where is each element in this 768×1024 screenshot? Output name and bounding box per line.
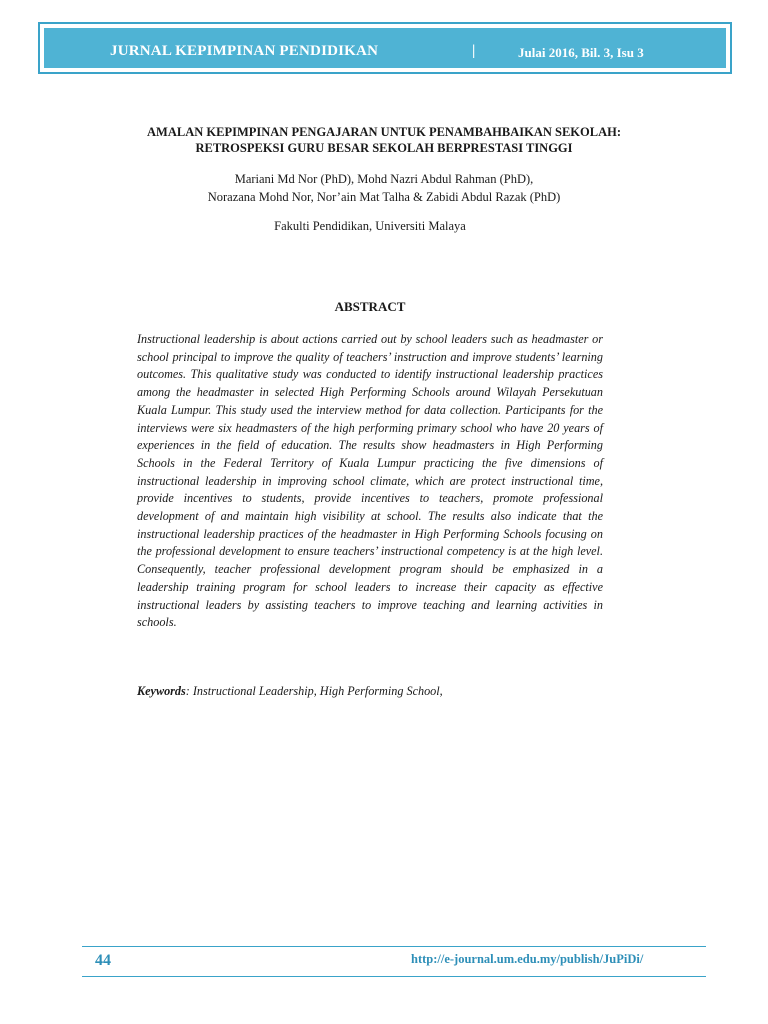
abstract-heading: ABSTRACT (334, 299, 406, 314)
authors-line-1: Mariani Md Nor (PhD), Mohd Nazri Abdul Rahman (PhD), (234, 172, 534, 186)
header-separator: | (472, 43, 476, 59)
journal-issue: Julai 2016, Bil. 3, Isu 3 (518, 45, 644, 60)
footer-divider-bottom (82, 976, 706, 977)
keywords-label: Keywords (137, 684, 186, 698)
page-number: 44 (95, 952, 111, 969)
authors-line-2: Norazana Mohd Nor, Nor’ain Mat Talha & Zabidi Abdul Razak (PhD) (207, 190, 561, 204)
journal-name: JURNAL KEPIMPINAN PENDIDIKAN (110, 43, 379, 59)
author-affiliation: Fakulti Pendidikan, Universiti Malaya (274, 219, 466, 233)
article-title-line-2: RETROSPEKSI GURU BESAR SEKOLAH BERPRESTASI TINGGI (195, 141, 573, 155)
journal-url-link[interactable]: http://e-journal.um.edu.my/publish/JuPiDi/ (411, 952, 644, 966)
footer-divider-top (82, 946, 706, 947)
keywords-line (137, 684, 603, 699)
journal-header-fill (44, 28, 726, 68)
abstract-body: Instructional leadership is about actions carried out by school leaders such as headmaster or school principal to improve the quality of teachers’ instruction and improve students’ learning outcomes. This qualitative study was conducted to identify instructional leadership practices among the headmaster in selected High Performing Schools around Wilayah Persekutuan Kuala Lumpur. This study used the interview method for data collection. Participants for the interviews were six headmasters of the high performing primary school who have 20 years of experiences in the field of education. The results show headmasters in High Performing Schools in the Federal Territory of Kuala Lumpur practicing the five dimensions of instructional leadership in improving school climate, which are protect instructional time, provide incentives to students, provide incentives to teachers, promote professional development of and maintain high visibility at school. The results also indicate that the instructional leadership practices of the headmaster in High Performing Schools focusing on the professional development to ensure teachers’ instructional competency is at the high level. Consequently, teacher professional development program should be emphasized in a leadership training program for school leaders to increase their capacity as effective instructional leaders by assisting teachers to improve teaching and learning activities in schools. (137, 332, 603, 630)
article-authors (60, 170, 708, 206)
article-title (60, 124, 708, 156)
journal-header-banner (38, 22, 732, 74)
article-title-line-1: AMALAN KEPIMPINAN PENGAJARAN UNTUK PENAMBAHBAIKAN SEKOLAH: (147, 125, 621, 139)
keywords-text: : Instructional Leadership, High Performing School, (185, 684, 443, 698)
